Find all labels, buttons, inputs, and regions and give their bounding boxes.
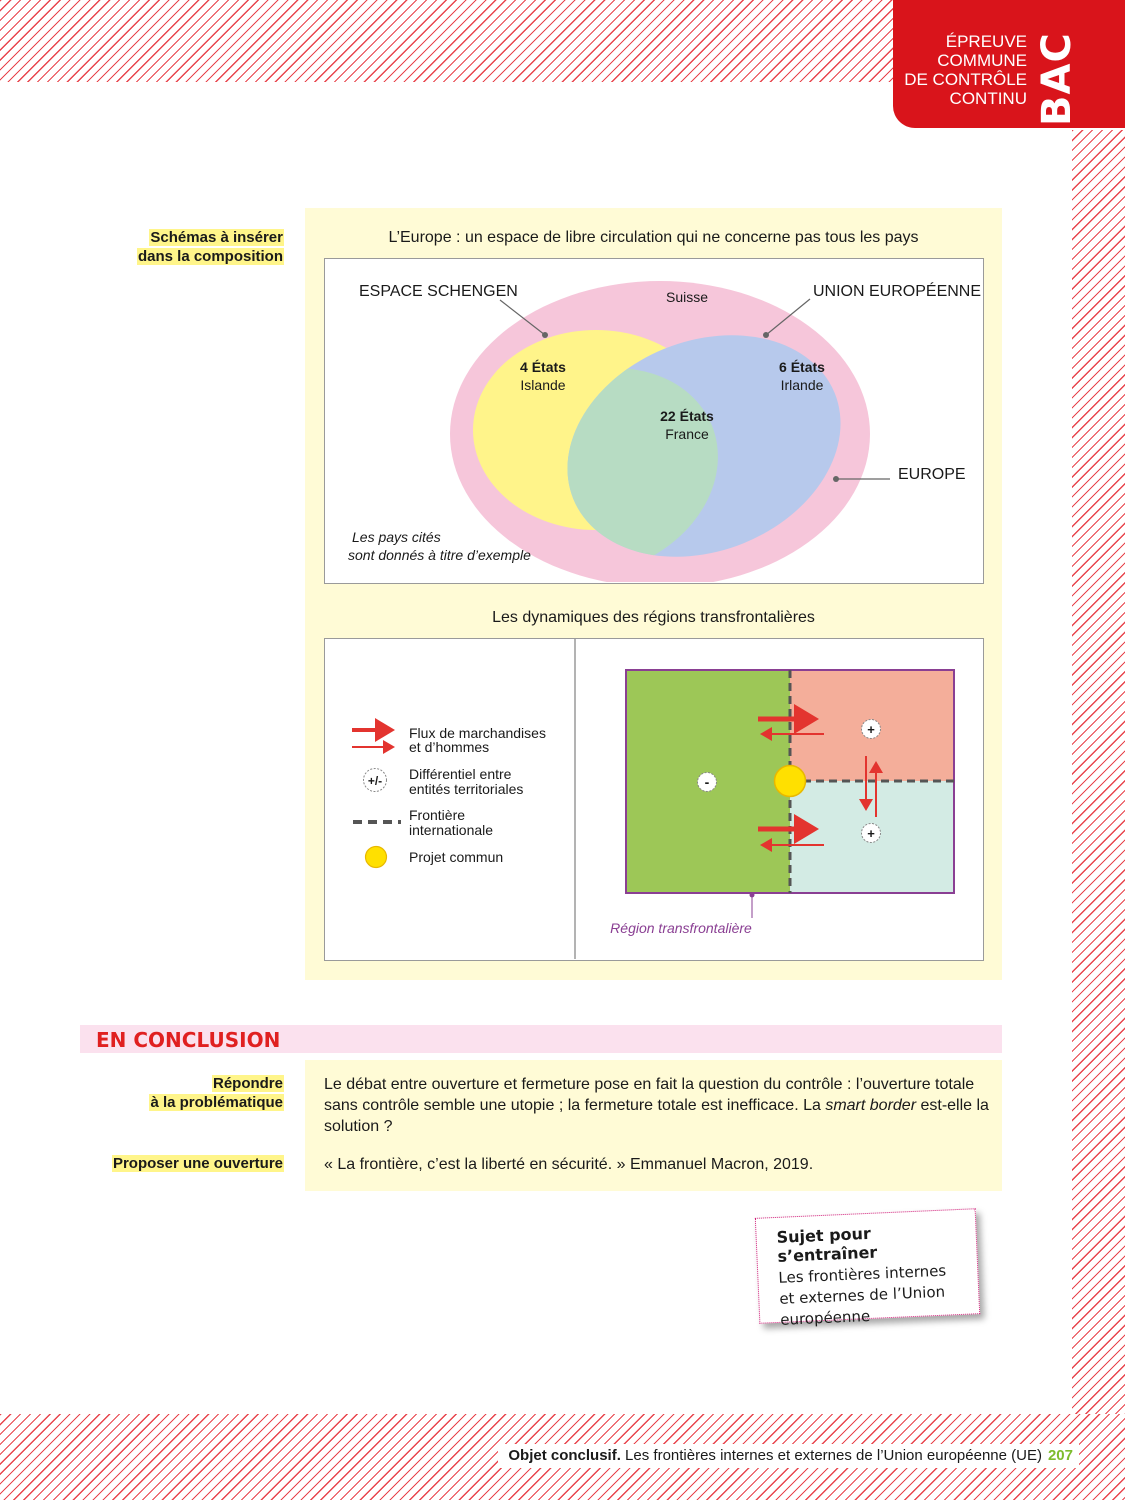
footer-lead: Objet conclusif. <box>508 1447 621 1464</box>
region-label: Région transfrontalière <box>610 920 752 936</box>
label-ue: UNION EUROPÉENNE <box>813 283 982 300</box>
pointer-dot <box>542 332 548 338</box>
pointer-dot <box>833 476 839 482</box>
legend-flux-label: Flux de marchandises <box>409 725 546 741</box>
figure2-title: Les dynamiques des régions transfrontalières <box>492 609 815 626</box>
left-example: Islande <box>520 377 566 393</box>
practice-topic-line: Les frontières internes <box>778 1261 947 1287</box>
pointer-dot <box>763 332 769 338</box>
schema-panel <box>305 208 1002 980</box>
bac-line: DE CONTRÔLE <box>904 70 1027 89</box>
label-schengen: ESPACE SCHENGEN <box>359 283 518 300</box>
bac-line: ÉPREUVE <box>945 32 1027 51</box>
conclusion-line: solution ? <box>324 1118 393 1135</box>
side-label-ouverture <box>60 1154 284 1173</box>
legend-flux-label: et d’hommes <box>409 739 490 755</box>
practice-topic-body <box>778 1259 980 1331</box>
conclusion-quote: « La frontière, c’est la liberté en sécurité. » Emmanuel Macron, 2019. <box>324 1156 814 1173</box>
conclusion-text: est-elle la <box>916 1097 989 1114</box>
side-label-text: Schémas à insérer <box>150 229 283 246</box>
figure1-title: L’Europe : un espace de libre circulation qui ne concerne pas tous les pays <box>388 229 919 246</box>
practice-topic-line: européenne <box>779 1306 871 1329</box>
side-label-text: Proposer une ouverture <box>112 1155 283 1172</box>
conclusion-line: Le débat entre ouverture et fermeture pose en fait la question du contrôle : l’ouverture totale <box>324 1076 975 1093</box>
conclusion-text: sans contrôle semble une utopie ; la fermeture totale est inefficace. La <box>324 1097 826 1114</box>
legend-frontiere-label: Frontière <box>409 807 466 823</box>
smart-border-term: smart border <box>825 1097 917 1114</box>
practice-topic-line: et externes de l’Union <box>778 1282 946 1308</box>
side-label-schemas <box>100 228 284 266</box>
side-label-repondre <box>100 1074 284 1112</box>
page-footer <box>498 1444 1079 1468</box>
bac-line: COMMUNE <box>937 51 1027 70</box>
right-example: Irlande <box>780 377 824 393</box>
common-project-marker <box>775 766 806 797</box>
center-count: 22 États <box>660 408 714 424</box>
region-pointer-dot <box>750 893 755 898</box>
footer-text: Les frontières internes et externes de l’Union européenne (UE) <box>620 1447 1042 1464</box>
label-europe: EUROPE <box>898 466 966 483</box>
note-line: Les pays cités <box>352 529 441 545</box>
legend-projet-circle <box>366 847 387 868</box>
minus-sign: - <box>704 774 710 790</box>
bac-line: CONTINU <box>949 89 1027 108</box>
legend-diff-label: Différentiel entre <box>409 766 512 782</box>
legend-projet-label: Projet commun <box>409 849 504 865</box>
label-suisse: Suisse <box>665 289 709 305</box>
conclusion-paragraph <box>324 1074 996 1137</box>
practice-topic-title: Sujet pour s’entraîner <box>776 1223 878 1266</box>
transborder-figure <box>324 638 984 961</box>
venn-diagram <box>325 259 982 582</box>
venn-figure <box>324 258 984 584</box>
bac-word: BAC <box>1034 32 1080 126</box>
note-line: sont donnés à titre d’exemple <box>348 547 531 563</box>
conclusion-line-2 <box>324 1095 996 1116</box>
side-label-text: Répondre <box>212 1075 283 1092</box>
conclusion-bar <box>80 1025 1002 1053</box>
side-label-text: dans la composition <box>137 248 283 265</box>
decorative-hatch-right <box>1072 130 1125 1500</box>
bac-badge-caption <box>904 32 1027 108</box>
plus-sign: + <box>867 826 875 841</box>
practice-topic-card <box>755 1208 980 1329</box>
conclusion-panel <box>305 1060 1002 1191</box>
transborder-diagram <box>325 639 982 959</box>
right-count: 6 États <box>779 359 825 375</box>
legend-diff-symbol: +/- <box>367 774 383 788</box>
conclusion-heading: EN CONCLUSION <box>96 1028 281 1052</box>
bac-badge <box>893 0 1125 128</box>
left-count: 4 États <box>520 359 566 375</box>
plus-sign: + <box>867 722 875 737</box>
legend-diff-label: entités territoriales <box>409 781 524 797</box>
side-label-text: à la problématique <box>150 1094 283 1111</box>
page-number: 207 <box>1047 1447 1073 1464</box>
center-example: France <box>665 426 709 442</box>
legend-frontiere-label: internationale <box>409 822 494 838</box>
